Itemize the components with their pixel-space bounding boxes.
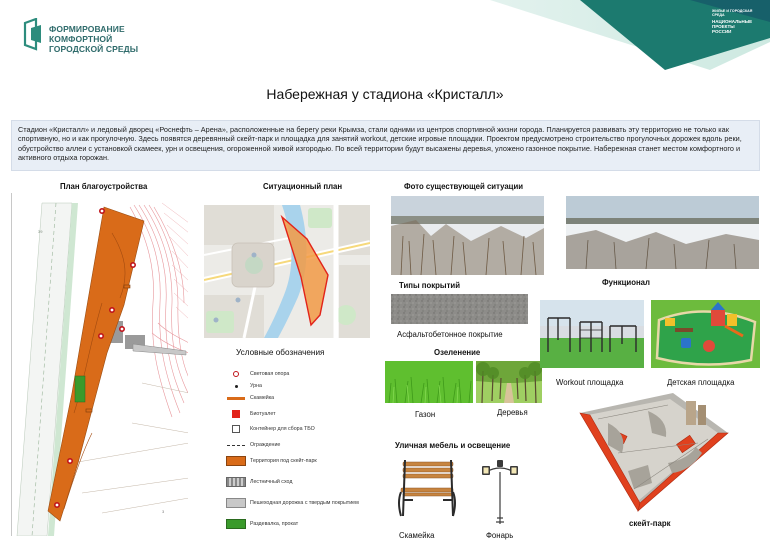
light-pole-icon xyxy=(233,371,239,377)
logo-line-1: ФОРМИРОВАНИЕ xyxy=(49,24,125,34)
project-description: Стадион «Кристалл» и ледовый дворец «Роснефть – Арена», расположенные на берегу реки Крымза, стали одними из центров спортивной жизни города. Планируется развивать эту территорию не только как спортивную, но и как прогулочную. Здесь появятся деревянный скейт-парк и площадка для занятий workout, детские игровые площадки. Проектом предусмотрено строительство прогулочных дорожек вдоль реки, обустройство аллеи с установкой скамеек, урн и освещения, огороженной живой изгородью. По всей территории будут высажены деревья, уложено газонное покрытие. Набережная станет местом комфортного и активного отдыха горожан. xyxy=(11,120,760,171)
legend-label: Контейнер для сбора ТБО xyxy=(250,426,315,432)
legend-item-changing-room xyxy=(226,519,298,529)
photo-existing-1 xyxy=(391,196,544,275)
skatepark-photo xyxy=(578,393,729,512)
legend-label: Скамейка xyxy=(250,395,275,401)
legend-item-light-pole xyxy=(226,369,289,379)
skatepark-caption: скейт-парк xyxy=(629,519,671,528)
plan-drawing xyxy=(12,193,188,536)
kids-playground-photo xyxy=(651,300,760,368)
plan-changing-room xyxy=(75,376,85,402)
changing-room-swatch xyxy=(226,519,246,529)
situation-map xyxy=(204,205,370,338)
page-title: Набережная у стадиона «Кристалл» xyxy=(266,86,504,102)
surfaces-title: Типы покрытий xyxy=(399,281,460,290)
stairs-swatch xyxy=(226,477,246,487)
legend-label: Территория под скейт-парк xyxy=(250,458,317,464)
trees-photo xyxy=(476,361,542,403)
fkgs-logo-text xyxy=(49,24,169,54)
photo-existing-2 xyxy=(566,196,759,269)
skate-territory-swatch xyxy=(226,456,246,466)
kids-caption: Детская площадка xyxy=(667,378,735,387)
lamp-photo xyxy=(478,458,522,526)
legend-label: Лестничный сход xyxy=(250,479,293,485)
national-projects-logo xyxy=(712,9,764,34)
fence-icon xyxy=(227,445,245,446)
trees-caption: Деревья xyxy=(497,408,528,417)
asphalt-caption: Асфальтобетонное покрытие xyxy=(397,330,503,339)
situation-title: Ситуационный план xyxy=(263,182,343,191)
landscaping-plan xyxy=(11,193,188,536)
greening-title: Озеленение xyxy=(434,348,481,357)
legend xyxy=(226,345,380,537)
legend-items xyxy=(226,369,380,539)
header xyxy=(0,0,770,75)
logo-line-2: КОМФОРТНОЙ xyxy=(49,34,113,44)
lawn-photo xyxy=(385,361,473,403)
national-line-3: РОССИИ xyxy=(712,29,732,34)
logo-line-3: ГОРОДСКОЙ СРЕДЫ xyxy=(49,44,139,54)
lawn-caption: Газон xyxy=(415,410,436,419)
legend-item-container xyxy=(226,424,315,434)
svg-text:3: 3 xyxy=(162,509,165,514)
legend-item-biotoilet xyxy=(226,409,276,419)
legend-label: Раздевалка, прокат xyxy=(250,521,299,527)
svg-text:39: 39 xyxy=(38,229,43,234)
legend-item-bench xyxy=(226,393,274,403)
lamp-caption: Фонарь xyxy=(486,531,514,540)
legend-item-pedestrian-path xyxy=(226,498,359,508)
bench-photo xyxy=(395,456,459,526)
bench-caption: Скамейка xyxy=(399,531,435,540)
national-line-1: НАЦИОНАЛЬНЫЕ xyxy=(712,19,753,24)
workout-caption: Workout площадка xyxy=(556,378,624,387)
legend-item-stairs xyxy=(226,477,292,487)
biotoilet-icon xyxy=(232,410,240,418)
legend-item-skate-territory xyxy=(226,456,317,466)
legend-item-fence xyxy=(226,440,280,450)
fkgs-logo-icon xyxy=(22,18,44,52)
legend-title: Условные обозначения xyxy=(236,348,325,357)
national-small-text: ЖИЛЬЕ И ГОРОДСКАЯ СРЕДА xyxy=(712,9,753,17)
asphalt-sample xyxy=(391,294,528,324)
functional-title: Функционал xyxy=(602,278,650,287)
national-line-2: ПРОЕКТЫ xyxy=(712,24,735,29)
legend-label: Биотуалет xyxy=(250,411,276,417)
plan-title: План благоустройства xyxy=(60,182,148,191)
legend-label: Пешеходная дорожка с твердым покрытием xyxy=(250,500,359,506)
legend-label: Ограждение xyxy=(250,442,281,448)
container-icon xyxy=(232,425,240,433)
pedestrian-path-swatch xyxy=(226,498,246,508)
workout-photo xyxy=(540,300,644,368)
legend-label: Урна xyxy=(250,383,262,389)
urn-icon xyxy=(235,385,238,388)
legend-item-urn xyxy=(226,381,262,391)
legend-label: Световая опора xyxy=(250,371,290,377)
furniture-title: Уличная мебель и освещение xyxy=(395,441,511,450)
photo-existing-title: Фото существующей ситуации xyxy=(404,182,524,191)
bench-icon xyxy=(227,397,245,400)
